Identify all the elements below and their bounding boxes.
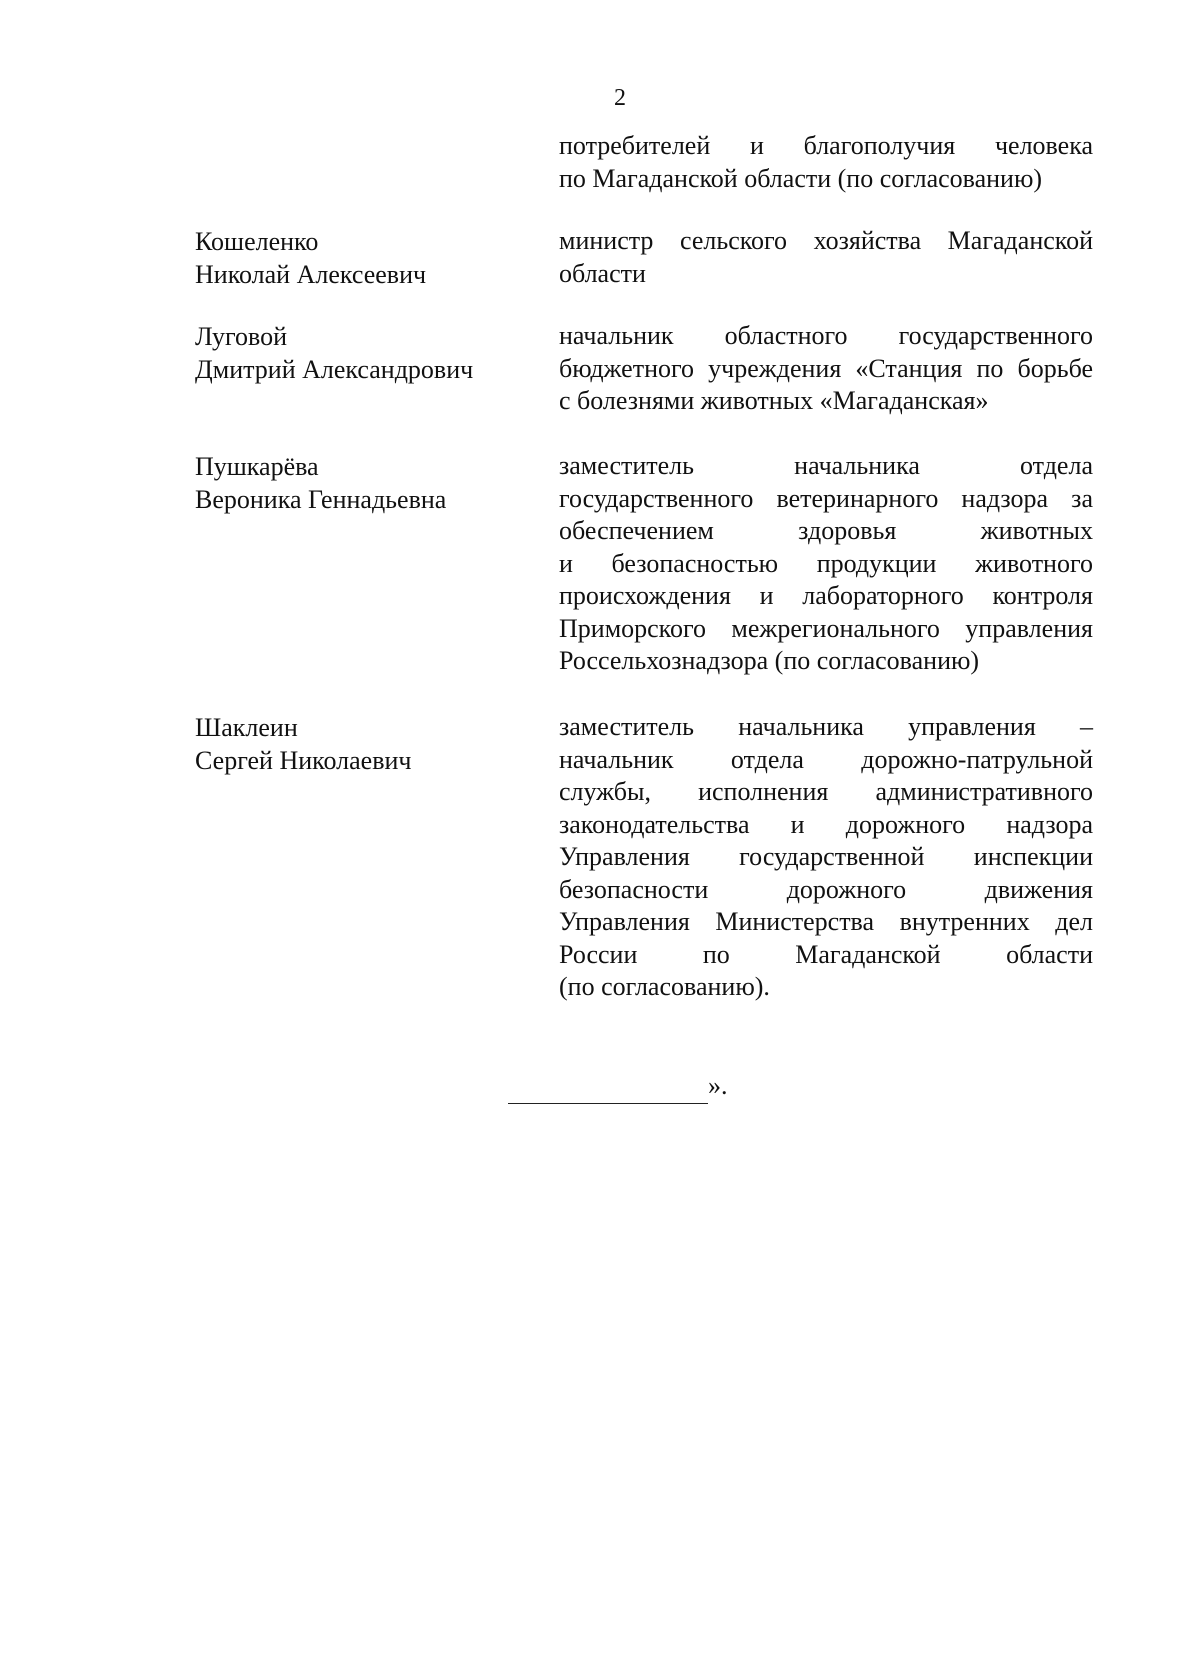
- description-line: заместитель начальника управления –: [559, 712, 1093, 741]
- given-names: Сергей Николаевич: [195, 746, 412, 775]
- entry-description: [559, 320, 1093, 418]
- description-line: области: [559, 258, 646, 288]
- description-line: Управления государственной инспекции: [559, 842, 1093, 871]
- description-line: министр сельского хозяйства Магаданской: [559, 226, 1093, 255]
- given-names: Дмитрий Александрович: [195, 355, 474, 384]
- description-line: службы, исполнения административного: [559, 777, 1093, 806]
- entry-description: [559, 130, 1093, 195]
- surname: Пушкарёва: [195, 452, 319, 481]
- surname: Луговой: [195, 322, 288, 351]
- entry-name: [195, 320, 525, 386]
- description-line: происхождения и лабораторного контроля: [559, 581, 1093, 610]
- description-line: безопасности дорожного движения: [559, 874, 1093, 904]
- description-line: с болезнями животных «Магаданская»: [559, 386, 989, 415]
- description-line: заместитель начальника отдела: [559, 451, 1093, 480]
- description-line: законодательства и дорожного надзора: [559, 809, 1093, 839]
- entry-name: [195, 225, 525, 291]
- given-names: Николай Алексеевич: [195, 260, 427, 289]
- entry-description: [559, 225, 1093, 290]
- closing-underline: [508, 1073, 708, 1104]
- description-line: Управления Министерства внутренних дел: [559, 907, 1093, 936]
- surname: Кошеленко: [195, 227, 319, 256]
- description-line: государственного ветеринарного надзора за: [559, 483, 1093, 513]
- entry-description: [559, 711, 1093, 1004]
- description-line: потребителей и благополучия человека: [559, 131, 1093, 160]
- description-line: начальник отдела дорожно-патрульной: [559, 744, 1093, 774]
- entry-name: [195, 711, 525, 777]
- description-line: России по Магаданской области: [559, 939, 1093, 969]
- description-line: и безопасностью продукции животного: [559, 548, 1093, 578]
- description-line: обеспечением здоровья животных: [559, 516, 1093, 545]
- description-line: Приморского межрегионального управления: [559, 613, 1093, 643]
- surname: Шаклеин: [195, 713, 298, 742]
- description-line: начальник областного государственного: [559, 321, 1093, 350]
- description-line: (по согласованию).: [559, 972, 770, 1001]
- description-line: Россельхознадзора (по согласованию): [559, 646, 980, 675]
- entry-name: [195, 450, 525, 516]
- closing-mark: [508, 1068, 728, 1104]
- page-number: 2: [614, 85, 626, 111]
- description-line: по Магаданской области (по согласованию): [559, 163, 1043, 193]
- entry-description: [559, 450, 1093, 678]
- closing-quote: ».: [708, 1071, 728, 1100]
- given-names: Вероника Геннадьевна: [195, 485, 447, 514]
- description-line: бюджетного учреждения «Станция по борьбе: [559, 353, 1093, 383]
